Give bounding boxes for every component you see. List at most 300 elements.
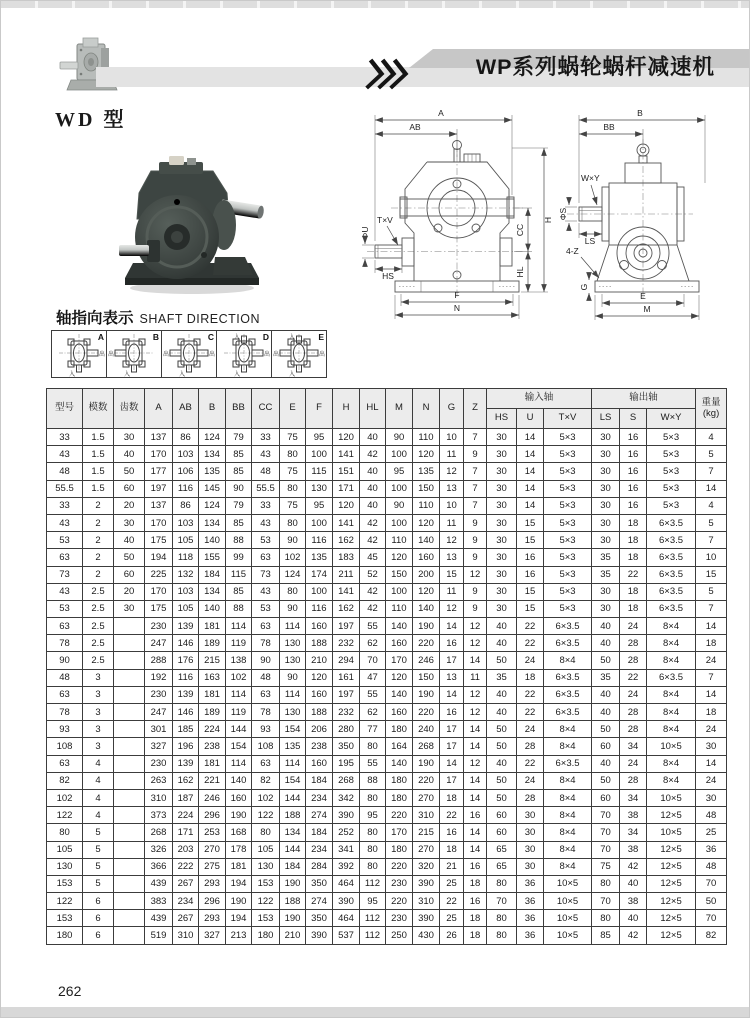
table-cell: 139 <box>173 686 199 703</box>
table-cell: 114 <box>226 755 252 772</box>
table-cell: 60 <box>592 789 620 806</box>
table-cell: 7 <box>464 463 487 480</box>
svg-text:入: 入 <box>289 372 296 377</box>
table-cell: 184 <box>280 858 306 875</box>
table-cell: 63 <box>47 549 83 566</box>
dim-label-f: F <box>454 290 460 300</box>
table-cell: 33 <box>47 497 83 514</box>
table-row <box>47 789 727 806</box>
table-cell: 90 <box>280 669 306 686</box>
table-cell: 48 <box>47 463 83 480</box>
table-cell: 80 <box>487 875 517 892</box>
dim-label-hl: HL <box>515 266 525 278</box>
table-cell: 194 <box>226 875 252 892</box>
table-cell: 162 <box>333 532 360 549</box>
table-cell: 210 <box>280 927 306 944</box>
table-cell: 18 <box>696 635 727 652</box>
table-cell: 114 <box>226 686 252 703</box>
table-cell: 18 <box>620 514 647 531</box>
table-cell: 30 <box>487 446 517 463</box>
table-cell: 146 <box>173 704 199 721</box>
table-cell: 230 <box>145 755 173 772</box>
table-cell: 63 <box>252 618 280 635</box>
table-cell: 16 <box>464 893 487 910</box>
table-cell: 30 <box>592 583 620 600</box>
table-cell: 275 <box>199 858 226 875</box>
table-cell: 90 <box>252 652 280 669</box>
table-cell: 116 <box>173 480 199 497</box>
table-cell: 139 <box>173 618 199 635</box>
table-cell: 5 <box>696 583 727 600</box>
table-cell: 14 <box>440 618 464 635</box>
table-cell: 40 <box>487 704 517 721</box>
table-cell: 103 <box>173 583 199 600</box>
table-cell: 327 <box>145 738 173 755</box>
table-cell: 48 <box>696 858 727 875</box>
table-cell: 519 <box>145 927 173 944</box>
table-cell: 350 <box>306 875 333 892</box>
table-cell: 8×4 <box>544 789 592 806</box>
table-cell: 35 <box>592 549 620 566</box>
table-cell: 10×5 <box>647 824 696 841</box>
table-cell: 120 <box>386 669 413 686</box>
table-cell: 62 <box>360 635 386 652</box>
table-cell: 18 <box>517 669 544 686</box>
table-cell: 8×4 <box>647 772 696 789</box>
table-cell: 175 <box>145 600 173 617</box>
table-cell: 150 <box>413 669 440 686</box>
table-cell: 22 <box>440 893 464 910</box>
table-cell: 70 <box>696 910 727 927</box>
table-cell: 392 <box>333 858 360 875</box>
table-cell: 183 <box>333 549 360 566</box>
table-cell: 141 <box>333 583 360 600</box>
table-cell: 6 <box>83 910 114 927</box>
table-cell: 12 <box>464 686 487 703</box>
table-cell: 15 <box>517 514 544 531</box>
table-cell: 154 <box>226 738 252 755</box>
table-cell: 30 <box>517 841 544 858</box>
table-cell: 80 <box>360 858 386 875</box>
table-cell: 10×5 <box>544 910 592 927</box>
table-cell: 86 <box>173 429 199 446</box>
table-cell: 55 <box>360 755 386 772</box>
table-cell: 8×4 <box>647 652 696 669</box>
table-cell: 80 <box>592 910 620 927</box>
table-cell: 247 <box>145 704 173 721</box>
table-cell: 10 <box>696 549 727 566</box>
table-cell: 12×5 <box>647 841 696 858</box>
table-cell: 140 <box>386 686 413 703</box>
table-cell: 215 <box>199 652 226 669</box>
table-cell: 439 <box>145 875 173 892</box>
table-cell: 24 <box>517 721 544 738</box>
table-cell: 14 <box>440 686 464 703</box>
table-cell: 5 <box>83 841 114 858</box>
table-cell: 181 <box>199 686 226 703</box>
column-header-weight: 重量 (kg) <box>696 389 727 429</box>
table-cell: 85 <box>226 583 252 600</box>
table-cell: 40 <box>487 618 517 635</box>
table-cell: 43 <box>47 446 83 463</box>
table-cell: 24 <box>517 652 544 669</box>
table-cell: 82 <box>696 927 727 944</box>
table-cell: 7 <box>464 497 487 514</box>
table-cell: 40 <box>592 635 620 652</box>
table-cell: 238 <box>199 738 226 755</box>
table-cell: 30 <box>696 789 727 806</box>
table-cell: 134 <box>199 514 226 531</box>
table-cell: 190 <box>280 910 306 927</box>
table-cell: 40 <box>592 704 620 721</box>
dimension-table <box>46 388 727 945</box>
column-header-input-1: U <box>517 409 544 429</box>
table-row <box>47 446 727 463</box>
table-cell: 9 <box>464 446 487 463</box>
table-cell: 160 <box>306 686 333 703</box>
svg-text:入: 入 <box>234 372 241 377</box>
table-cell: 230 <box>386 875 413 892</box>
table-cell: 25 <box>440 875 464 892</box>
table-cell: 2 <box>83 566 114 583</box>
table-cell: 464 <box>333 910 360 927</box>
table-cell: 247 <box>145 635 173 652</box>
table-cell: 210 <box>306 652 333 669</box>
table-cell: 350 <box>333 738 360 755</box>
svg-text:入: 入 <box>179 372 186 377</box>
table-cell: 17 <box>440 721 464 738</box>
table-cell: 43 <box>252 583 280 600</box>
table-cell: 34 <box>620 789 647 806</box>
table-cell: 20 <box>114 497 145 514</box>
table-cell: 180 <box>386 721 413 738</box>
table-cell: 293 <box>199 875 226 892</box>
table-cell: 40 <box>360 480 386 497</box>
shaft-direction-diagram <box>217 331 271 377</box>
table-cell: 63 <box>252 686 280 703</box>
table-cell: 2.5 <box>83 583 114 600</box>
table-cell: 141 <box>333 514 360 531</box>
table-cell: 14 <box>464 841 487 858</box>
table-cell: 187 <box>173 789 199 806</box>
table-cell: 8×4 <box>544 652 592 669</box>
table-cell: 3 <box>83 669 114 686</box>
table-cell: 34 <box>620 738 647 755</box>
table-cell: 30 <box>592 463 620 480</box>
table-cell: 197 <box>333 686 360 703</box>
table-cell: 105 <box>252 841 280 858</box>
table-row <box>47 532 727 549</box>
table-cell: 30 <box>592 446 620 463</box>
table-cell: 6×3.5 <box>544 686 592 703</box>
table-cell: 14 <box>464 772 487 789</box>
table-cell: 110 <box>386 600 413 617</box>
table-cell: 38 <box>620 841 647 858</box>
table-cell: 90 <box>280 532 306 549</box>
table-cell: 140 <box>199 532 226 549</box>
table-cell: 95 <box>360 807 386 824</box>
table-cell: 30 <box>487 514 517 531</box>
table-cell: 24 <box>620 686 647 703</box>
table-cell: 203 <box>173 841 199 858</box>
table-cell: 22 <box>440 807 464 824</box>
dim-label-ab: AB <box>409 122 421 132</box>
table-cell: 5×3 <box>544 463 592 480</box>
table-cell: 160 <box>386 704 413 721</box>
table-cell: 122 <box>252 893 280 910</box>
table-cell: 232 <box>333 704 360 721</box>
table-cell: 82 <box>252 772 280 789</box>
table-cell: 16 <box>517 549 544 566</box>
table-cell: 30 <box>592 532 620 549</box>
table-cell: 238 <box>306 738 333 755</box>
shaft-direction-box-c <box>161 330 217 378</box>
table-row <box>47 514 727 531</box>
table-cell: 17 <box>440 738 464 755</box>
column-header-12: M <box>386 389 413 429</box>
table-cell: 310 <box>413 893 440 910</box>
table-cell: 40 <box>592 755 620 772</box>
table-cell: 40 <box>487 635 517 652</box>
table-cell: 16 <box>620 497 647 514</box>
table-cell: 170 <box>145 583 173 600</box>
dim-label-e: E <box>640 291 646 301</box>
table-cell: 4 <box>83 789 114 806</box>
table-cell: 70 <box>592 841 620 858</box>
table-cell: 95 <box>360 893 386 910</box>
table-cell: 430 <box>413 927 440 944</box>
table-cell: 195 <box>333 755 360 772</box>
table-cell: 15 <box>440 566 464 583</box>
table-cell: 90 <box>386 497 413 514</box>
shaft-direction-boxes <box>51 330 327 378</box>
table-cell: 30 <box>114 600 145 617</box>
table-cell: 11 <box>464 669 487 686</box>
table-row <box>47 875 727 892</box>
table-cell: 112 <box>360 927 386 944</box>
table-cell: 163 <box>199 669 226 686</box>
dim-label-bb: BB <box>603 122 615 132</box>
table-row <box>47 635 727 652</box>
table-cell: 28 <box>620 635 647 652</box>
table-cell: 95 <box>386 463 413 480</box>
table-cell: 75 <box>280 463 306 480</box>
table-cell: 30 <box>517 824 544 841</box>
table-cell: 224 <box>199 721 226 738</box>
table-cell: 170 <box>145 446 173 463</box>
table-cell: 9 <box>464 532 487 549</box>
table-cell: 40 <box>360 463 386 480</box>
table-row <box>47 480 727 497</box>
table-cell: 70 <box>592 824 620 841</box>
table-cell: 65 <box>487 858 517 875</box>
table-cell: 11 <box>440 514 464 531</box>
table-cell: 116 <box>306 600 333 617</box>
table-cell <box>114 858 145 875</box>
table-cell: 296 <box>199 893 226 910</box>
table-cell: 102 <box>226 669 252 686</box>
table-cell: 119 <box>226 635 252 652</box>
shaft-direction-letter: A <box>97 332 104 342</box>
table-cell: 284 <box>306 858 333 875</box>
table-cell: 250 <box>386 927 413 944</box>
table-cell: 40 <box>360 497 386 514</box>
table-cell: 16 <box>440 635 464 652</box>
shaft-direction-box-b <box>106 330 162 378</box>
table-cell: 22 <box>517 635 544 652</box>
table-cell: 80 <box>280 446 306 463</box>
table-cell: 194 <box>145 549 173 566</box>
table-cell: 124 <box>199 429 226 446</box>
dim-label-g: G <box>579 283 589 291</box>
chevrons-icon <box>361 57 411 91</box>
table-cell: 15 <box>517 583 544 600</box>
table-cell: 120 <box>333 429 360 446</box>
table-cell: 108 <box>47 738 83 755</box>
table-cell: 122 <box>47 893 83 910</box>
table-cell: 77 <box>360 721 386 738</box>
table-cell: 4 <box>696 497 727 514</box>
table-cell: 35 <box>592 669 620 686</box>
table-cell: 326 <box>145 841 173 858</box>
table-cell: 153 <box>47 875 83 892</box>
table-cell: 42 <box>360 514 386 531</box>
table-cell: 63 <box>47 618 83 635</box>
table-row <box>47 652 727 669</box>
column-header-0: 型号 <box>47 389 83 429</box>
table-cell: 6×3.5 <box>544 704 592 721</box>
page-number: 262 <box>58 983 82 999</box>
table-cell: 176 <box>173 652 199 669</box>
table-cell: 5×3 <box>647 463 696 480</box>
table-cell: 11 <box>440 583 464 600</box>
table-cell: 50 <box>114 549 145 566</box>
table-cell: 16 <box>464 807 487 824</box>
table-cell: 55 <box>360 618 386 635</box>
table-cell: 5 <box>696 514 727 531</box>
table-cell: 78 <box>252 635 280 652</box>
table-cell: 7 <box>464 429 487 446</box>
table-cell: 162 <box>173 772 199 789</box>
svg-text:出: 出 <box>99 352 106 358</box>
table-cell: 80 <box>360 824 386 841</box>
table-cell: 24 <box>696 652 727 669</box>
table-cell: 114 <box>280 618 306 635</box>
table-cell: 70 <box>592 893 620 910</box>
table-cell: 168 <box>226 824 252 841</box>
table-cell: 14 <box>517 446 544 463</box>
table-cell: 10×5 <box>544 927 592 944</box>
table-cell: 220 <box>413 772 440 789</box>
table-cell: 160 <box>386 635 413 652</box>
table-cell: 1.5 <box>83 429 114 446</box>
table-cell: 14 <box>696 686 727 703</box>
table-cell: 180 <box>386 789 413 806</box>
table-cell: 224 <box>173 807 199 824</box>
table-cell: 140 <box>386 755 413 772</box>
table-cell: 73 <box>47 566 83 583</box>
table-cell: 60 <box>114 480 145 497</box>
table-cell: 14 <box>517 429 544 446</box>
table-cell <box>114 927 145 944</box>
column-header-5: B <box>199 389 226 429</box>
table-cell: 2 <box>83 497 114 514</box>
column-header-output-1: S <box>620 409 647 429</box>
table-cell: 310 <box>145 789 173 806</box>
table-cell: 14 <box>464 738 487 755</box>
table-cell: 17 <box>440 772 464 789</box>
table-cell: 8×4 <box>647 635 696 652</box>
column-header-14: G <box>440 389 464 429</box>
dim-label-n: N <box>453 303 461 313</box>
table-cell: 80 <box>280 480 306 497</box>
table-cell: 188 <box>306 635 333 652</box>
table-cell: 18 <box>464 875 487 892</box>
table-cell: 5×3 <box>647 480 696 497</box>
table-cell: 2.5 <box>83 635 114 652</box>
table-cell: 14 <box>517 463 544 480</box>
table-cell: 12 <box>464 704 487 721</box>
table-cell: 4 <box>83 772 114 789</box>
table-cell: 14 <box>696 480 727 497</box>
table-cell: 110 <box>413 497 440 514</box>
table-cell: 40 <box>620 875 647 892</box>
table-cell: 288 <box>145 652 173 669</box>
table-cell: 105 <box>173 600 199 617</box>
table-cell: 181 <box>199 755 226 772</box>
table-cell: 180 <box>252 927 280 944</box>
table-cell: 24 <box>517 772 544 789</box>
table-cell: 310 <box>413 807 440 824</box>
svg-text:入: 入 <box>124 372 131 377</box>
table-cell: 22 <box>517 686 544 703</box>
table-cell: 170 <box>386 652 413 669</box>
table-cell: 188 <box>280 893 306 910</box>
table-cell: 8×4 <box>647 618 696 635</box>
table-cell: 42 <box>360 532 386 549</box>
table-cell: 30 <box>592 514 620 531</box>
table-cell: 112 <box>360 910 386 927</box>
table-cell: 197 <box>145 480 173 497</box>
table-cell: 5 <box>696 446 727 463</box>
table-cell: 40 <box>592 686 620 703</box>
table-cell: 390 <box>333 807 360 824</box>
table-cell: 130 <box>47 858 83 875</box>
table-cell: 85 <box>226 514 252 531</box>
table-cell: 439 <box>145 910 173 927</box>
table-cell: 12 <box>464 566 487 583</box>
table-cell: 13 <box>440 669 464 686</box>
table-cell: 5×3 <box>544 514 592 531</box>
table-cell: 30 <box>114 514 145 531</box>
table-cell: 6×3.5 <box>544 635 592 652</box>
table-cell: 36 <box>696 841 727 858</box>
table-cell: 230 <box>386 910 413 927</box>
column-header-1: 模数 <box>83 389 114 429</box>
table-cell: 190 <box>413 618 440 635</box>
table-cell: 110 <box>386 532 413 549</box>
table-cell: 2 <box>83 532 114 549</box>
table-cell: 5×3 <box>544 429 592 446</box>
table-cell: 16 <box>620 446 647 463</box>
table-cell: 9 <box>464 549 487 566</box>
table-cell: 53 <box>252 600 280 617</box>
table-cell: 8×4 <box>544 772 592 789</box>
table-cell: 50 <box>487 738 517 755</box>
table-cell: 140 <box>226 772 252 789</box>
table-cell: 14 <box>440 755 464 772</box>
table-cell: 12×5 <box>647 875 696 892</box>
